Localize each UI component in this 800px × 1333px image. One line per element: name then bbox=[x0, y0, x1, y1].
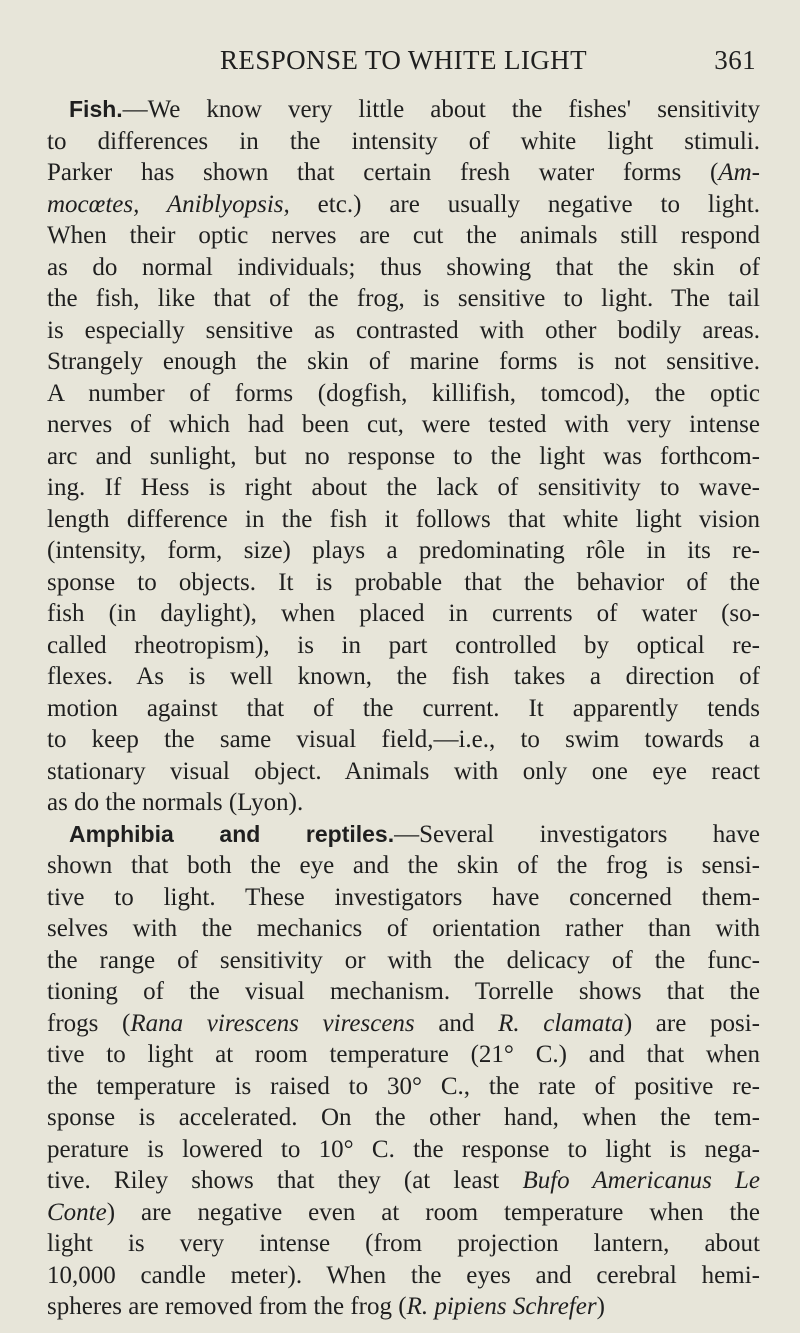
text-line bbox=[47, 409, 760, 441]
italic-term: R. pipiens Schrefer bbox=[406, 1293, 597, 1320]
text-line bbox=[47, 346, 760, 378]
text-run: Strangely enough the skin of marine forms is not sensitive. bbox=[47, 348, 760, 375]
text-line bbox=[47, 567, 760, 599]
text-run: etc.) are usually negative to light. bbox=[289, 190, 760, 218]
text-line bbox=[47, 913, 760, 945]
text-run: ) are posi- bbox=[623, 1009, 760, 1037]
text-run: as do the normals (Lyon). bbox=[47, 789, 304, 816]
text-run: ing. If Hess is right about the lack of sensitivity to wave- bbox=[47, 474, 760, 501]
italic-term: Am- bbox=[718, 159, 760, 186]
text-line bbox=[47, 882, 760, 914]
text-run: arc and sunlight, but no response to the light was forthcom- bbox=[47, 442, 760, 470]
text-line bbox=[47, 945, 760, 977]
text-line bbox=[47, 472, 760, 504]
text-line bbox=[47, 661, 760, 693]
text-run: spheres are removed from the frog ( bbox=[47, 1293, 407, 1320]
text-line bbox=[47, 504, 760, 536]
text-run: the range of sensitivity or with the delicacy of the func- bbox=[47, 946, 760, 974]
text-line bbox=[47, 126, 760, 158]
text-run: 10,000 candle meter). When the eyes and cerebral hemi- bbox=[47, 1261, 760, 1289]
text-run: frogs ( bbox=[47, 1009, 131, 1037]
text-run: motion against that of the current. It apparently tends bbox=[47, 694, 760, 722]
text-line bbox=[47, 724, 760, 756]
text-line bbox=[47, 1071, 760, 1103]
paragraph-fish bbox=[47, 94, 760, 819]
text-run: Parker has shown that certain fresh water forms ( bbox=[47, 159, 719, 186]
text-run: fish (in daylight), when placed in currents of water (so- bbox=[47, 600, 760, 627]
text-line bbox=[47, 1008, 760, 1040]
section-heading: Amphibia and reptiles. bbox=[69, 820, 395, 847]
text-line bbox=[47, 850, 760, 882]
text-line bbox=[47, 630, 760, 662]
italic-term: mocœtes, Aniblyopsis, bbox=[47, 190, 290, 218]
text-run: to differences in the intensity of white light stimuli. bbox=[47, 127, 760, 155]
running-head bbox=[47, 40, 760, 80]
text-line bbox=[47, 756, 760, 788]
text-line bbox=[47, 1134, 760, 1166]
text-run: light is very intense (from projection lantern, about bbox=[47, 1230, 760, 1257]
text-run: is especially sensitive as contrasted with other bodily areas. bbox=[47, 316, 760, 344]
text-run: the fish, like that of the frog, is sensitive to light. The tail bbox=[47, 285, 760, 312]
text-run: nerves of which had been cut, were tested with very intense bbox=[47, 411, 760, 438]
text-run: —We know very little about the fishes' sensitivity bbox=[122, 96, 760, 123]
text-line bbox=[47, 819, 760, 851]
text-run: A number of forms (dogfish, killifish, tomcod), the optic bbox=[47, 379, 760, 407]
text-run: to keep the same visual field,—i.e., to swim towards a bbox=[47, 726, 760, 753]
text-line bbox=[47, 283, 760, 315]
text-line bbox=[47, 220, 760, 252]
section-heading: Fish. bbox=[69, 96, 123, 122]
text-run: shown that both the eye and the skin of the frog is sensi- bbox=[47, 852, 760, 879]
italic-term: Conte bbox=[47, 1198, 107, 1226]
text-run: sponse to objects. It is probable that the behavior of the bbox=[47, 568, 760, 596]
text-line bbox=[47, 189, 760, 221]
text-line bbox=[47, 157, 760, 189]
text-line bbox=[47, 441, 760, 473]
text-line bbox=[47, 94, 760, 126]
text-run: called rheotropism), is in part controlled by optical re- bbox=[47, 631, 760, 659]
text-run: selves with the mechanics of orientation rather than with bbox=[47, 915, 760, 942]
text-run: ) bbox=[596, 1293, 605, 1320]
page-number: 361 bbox=[714, 45, 756, 75]
body-text bbox=[47, 94, 760, 1323]
text-line bbox=[47, 1197, 760, 1229]
text-run: tive to light at room temperature (21° C.) and that when bbox=[47, 1041, 760, 1068]
text-line bbox=[47, 1102, 760, 1134]
text-line bbox=[47, 976, 760, 1008]
text-line bbox=[47, 1165, 760, 1197]
text-run: length difference in the fish it follows that white light vision bbox=[47, 505, 760, 533]
text-run: (intensity, form, size) plays a predominating rôle in its re- bbox=[47, 537, 760, 564]
text-line bbox=[47, 1039, 760, 1071]
text-run: and bbox=[414, 1009, 499, 1037]
text-run: as do normal individuals; thus showing that the skin of bbox=[47, 253, 760, 281]
text-line bbox=[47, 252, 760, 284]
text-run: perature is lowered to 10° C. the response to light is nega- bbox=[47, 1135, 760, 1163]
text-run: —Several investigators have bbox=[394, 820, 760, 848]
running-title: RESPONSE TO WHITE LIGHT bbox=[220, 45, 587, 75]
text-line bbox=[47, 693, 760, 725]
text-run: tioning of the visual mechanism. Torrelle shows that the bbox=[47, 978, 760, 1005]
paragraph-amphibia-reptiles bbox=[47, 819, 760, 1323]
text-line bbox=[47, 378, 760, 410]
text-run: ) are negative even at room temperature when the bbox=[106, 1198, 760, 1226]
text-line bbox=[47, 598, 760, 630]
text-run: tive to light. These investigators have concerned them- bbox=[47, 883, 760, 911]
text-run: tive. Riley shows that they (at least bbox=[47, 1167, 523, 1194]
text-line bbox=[47, 1291, 760, 1323]
text-line bbox=[47, 315, 760, 347]
text-run: the temperature is raised to 30° C., the rate of positive re- bbox=[47, 1072, 760, 1100]
text-line bbox=[47, 535, 760, 567]
text-run: flexes. As is well known, the fish takes a direction of bbox=[47, 663, 760, 690]
italic-term: Bufo Americanus Le bbox=[522, 1167, 760, 1194]
italic-term: R. clamata bbox=[498, 1009, 624, 1037]
text-line bbox=[47, 1260, 760, 1292]
text-run: stationary visual object. Animals with only one eye react bbox=[47, 757, 760, 785]
text-run: When their optic nerves are cut the animals still respond bbox=[47, 222, 760, 249]
text-run: sponse is accelerated. On the other hand, when the tem- bbox=[47, 1104, 760, 1131]
text-line bbox=[47, 787, 760, 819]
italic-term: Rana virescens virescens bbox=[130, 1009, 415, 1037]
text-line bbox=[47, 1228, 760, 1260]
